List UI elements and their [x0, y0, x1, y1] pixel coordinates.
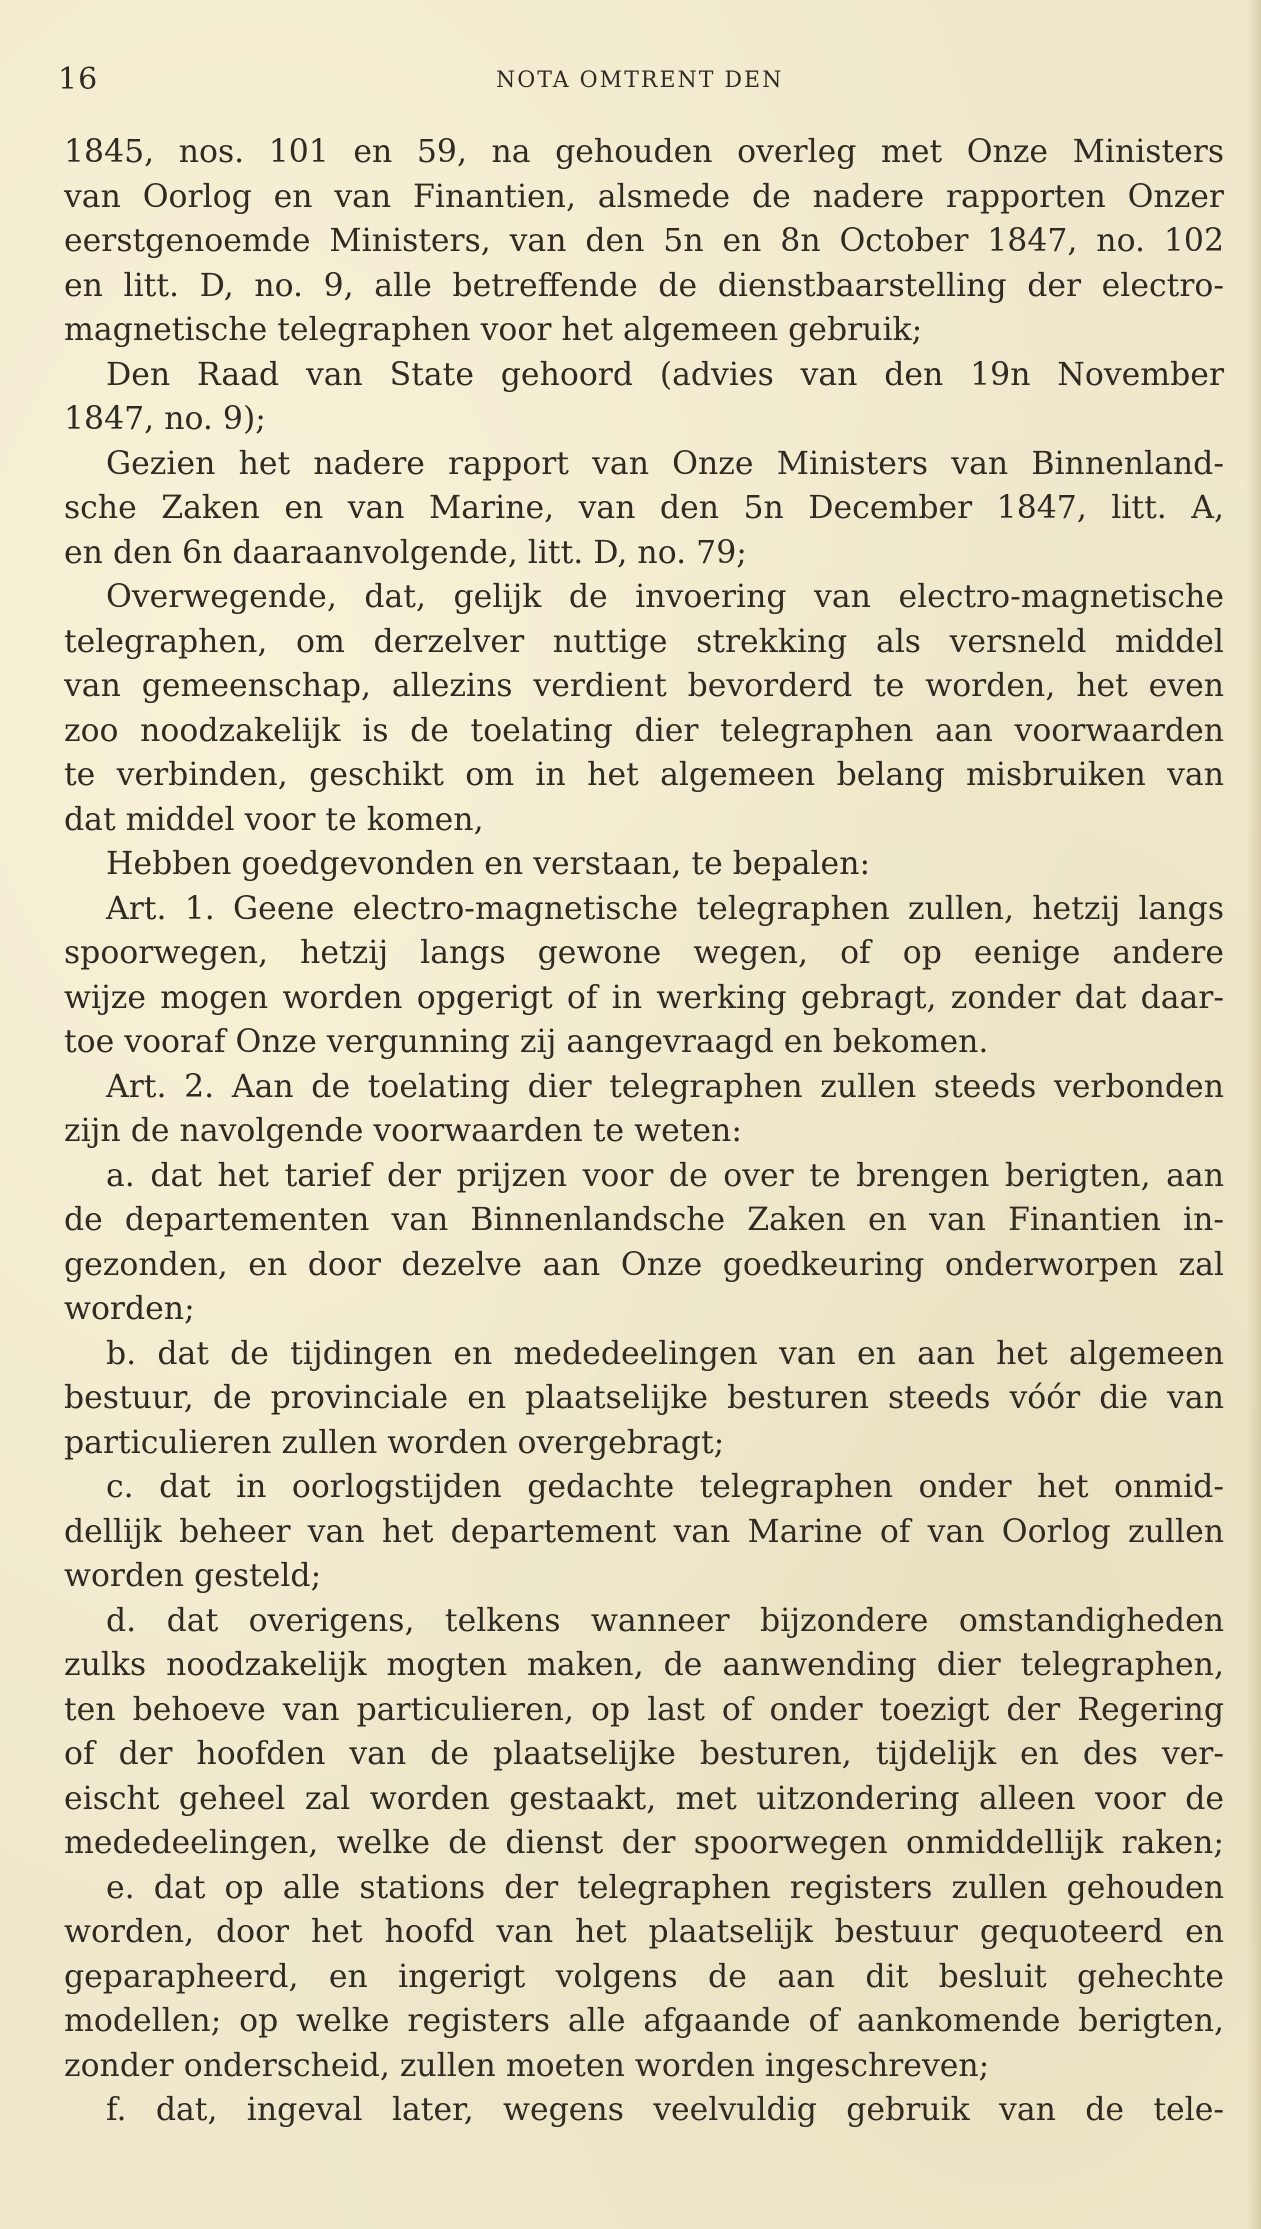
- text-line: eischt geheel zal worden gestaakt, met uitzondering alleen voor de: [64, 1780, 1224, 1817]
- text-line: worden;: [64, 1291, 195, 1327]
- page-edge-shadow: [1247, 0, 1261, 2229]
- text-line: worden, door het hoofd van het plaatselijk bestuur gequoteerd en: [64, 1914, 1224, 1950]
- text-line: bestuur, de provinciale en plaatselijke besturen steeds vóór die van: [64, 1380, 1224, 1416]
- text-line: d. dat overigens, telkens wanneer bijzondere omstandigheden: [106, 1602, 1224, 1639]
- text-line: b. dat de tijdingen en mededeelingen van en aan het algemeen: [106, 1335, 1224, 1372]
- text-line: Hebben goedgevonden en verstaan, te bepalen:: [106, 846, 871, 882]
- text-line: toe vooraf Onze vergunning zij aangevraagd en bekomen.: [64, 1024, 989, 1060]
- text-line: of der hoofden van de plaatselijke besturen, tijdelijk en des ver-: [64, 1736, 1224, 1772]
- text-line: particulieren zullen worden overgebragt;: [64, 1424, 725, 1461]
- running-title: NOTA OMTRENT DEN: [496, 68, 784, 93]
- text-line: mededeelingen, welke de dienst der spoorwegen onmiddellijk raken;: [64, 1825, 1224, 1861]
- text-line: sche Zaken en van Marine, van den 5n December 1847, litt. A,: [64, 490, 1224, 526]
- text-line: Art. 1. Geene electro-magnetische telegraphen zullen, hetzij langs: [106, 890, 1224, 927]
- text-line: magnetische telegraphen voor het algemeen gebruik;: [64, 312, 923, 348]
- text-line: e. dat op alle stations der telegraphen registers zullen gehouden: [106, 1869, 1224, 1906]
- text-line: geparapheerd, en ingerigt volgens de aan dit besluit gehechte: [64, 1958, 1224, 1995]
- text-line: van gemeenschap, allezins verdient bevorderd te worden, het even: [64, 668, 1224, 704]
- text-line: eerstgenoemde Ministers, van den 5n en 8n October 1847, no. 102: [64, 223, 1224, 259]
- text-line: de departementen van Binnenlandsche Zaken en van Finantien in-: [64, 1202, 1224, 1238]
- text-line: dat middel voor te komen,: [64, 801, 484, 838]
- text-line: Den Raad van State gehoord (advies van den 19n November: [106, 356, 1224, 393]
- page-number: 16: [58, 62, 99, 97]
- text-line: 1845, nos. 101 en 59, na gehouden overleg met Onze Ministers: [64, 134, 1224, 170]
- text-line: dellijk beheer van het departement van Marine of van Oorlog zullen: [64, 1513, 1224, 1550]
- text-line: en litt. D, no. 9, alle betreffende de dienstbaarstelling der electro-: [64, 267, 1224, 304]
- text-line: spoorwegen, hetzij langs gewone wegen, of op eenige andere: [64, 935, 1224, 971]
- running-head: [0, 62, 1261, 102]
- text-line: ten behoeve van particulieren, op last of onder toezigt der Regering: [64, 1691, 1224, 1728]
- text-line: van Oorlog en van Finantien, alsmede de nadere rapporten Onzer: [64, 178, 1224, 215]
- text-line: a. dat het tarief der prijzen voor de over te brengen berigten, aan: [106, 1157, 1224, 1194]
- text-line: zonder onderscheid, zullen moeten worden ingeschreven;: [64, 2047, 990, 2084]
- text-line: zoo noodzakelijk is de toelating dier telegraphen aan voorwaarden: [64, 712, 1224, 749]
- text-line: worden gesteld;: [64, 1558, 322, 1594]
- text-line: f. dat, ingeval later, wegens veelvuldig gebruik van de tele-: [106, 2092, 1224, 2128]
- text-line: telegraphen, om derzelver nuttige strekking als versneld middel: [64, 623, 1224, 660]
- text-line: zulks noodzakelijk mogten maken, de aanwending dier telegraphen,: [64, 1647, 1224, 1683]
- body-text: [64, 130, 1224, 2133]
- text-line: te verbinden, geschikt om in het algemeen belang misbruiken van: [64, 757, 1224, 793]
- text-line: Overwegende, dat, gelijk de invoering van electro-magnetische: [106, 579, 1224, 615]
- text-line: modellen; op welke registers alle afgaande of aankomende berigten,: [64, 2003, 1224, 2039]
- text-line: wijze mogen worden opgerigt of in werking gebragt, zonder dat daar-: [64, 979, 1224, 1016]
- text-line: gezonden, en door dezelve aan Onze goedkeuring onderworpen zal: [64, 1246, 1224, 1283]
- text-line: c. dat in oorlogstijden gedachte telegraphen onder het onmid-: [106, 1469, 1224, 1505]
- text-line: en den 6n daaraanvolgende, litt. D, no. 79;: [64, 534, 747, 571]
- text-line: Gezien het nadere rapport van Onze Ministers van Binnenland-: [106, 445, 1224, 482]
- text-line: zijn de navolgende voorwaarden te weten:: [64, 1113, 742, 1149]
- text-line: Art. 2. Aan de toelating dier telegraphen zullen steeds verbonden: [106, 1068, 1224, 1105]
- text-line: 1847, no. 9);: [64, 401, 266, 437]
